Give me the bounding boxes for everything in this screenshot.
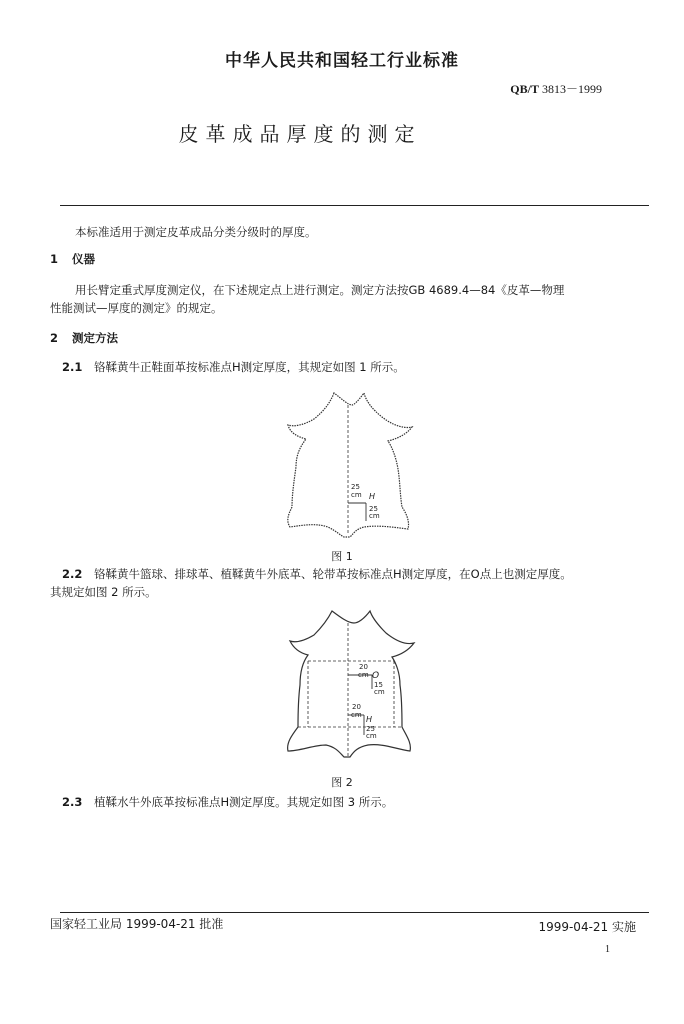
figure-2-label-cm-top: cm bbox=[358, 671, 369, 679]
figure-2-label-20-top: 20 bbox=[359, 663, 368, 671]
item-2-3-number: 2.3 bbox=[62, 795, 83, 809]
figure-2-label-cm-25: cm bbox=[366, 732, 377, 740]
figure-2-label-15: 15 bbox=[374, 681, 383, 689]
standard-number: 3813－1999 bbox=[541, 82, 602, 96]
item-2-1-number: 2.1 bbox=[62, 360, 83, 374]
figure-2-label-h: H bbox=[366, 715, 373, 724]
section-1-heading bbox=[50, 251, 95, 267]
figure-1-label-25-side: 25 bbox=[369, 505, 378, 513]
item-2-2-text: 铬鞣黄牛篮球、排球革、植鞣黄牛外底革、轮带革按标准点H测定厚度，在O点上也测定厚度。 bbox=[94, 567, 572, 581]
issuing-organization: 中华人民共和国轻工行业标准 bbox=[225, 51, 459, 71]
section-1-text-line2: 性能测试—厚度的测定》的规定。 bbox=[50, 301, 223, 315]
item-2-1 bbox=[62, 357, 405, 377]
item-2-2-line1 bbox=[62, 564, 572, 584]
section-1-number: 1 bbox=[50, 252, 59, 266]
implementation-line: 1999-04-21 实施 bbox=[538, 920, 636, 934]
item-2-1-text: 铬鞣黄牛正鞋面革按标准点H测定厚度，其规定如图 1 所示。 bbox=[94, 360, 405, 374]
section-2-title: 测定方法 bbox=[72, 331, 118, 345]
footer-rule bbox=[60, 912, 649, 913]
figure-2-hide-outline bbox=[288, 611, 414, 757]
scope-paragraph: 本标准适用于测定皮革成品分类分级时的厚度。 bbox=[75, 225, 317, 239]
figure-2-label-cm-15: cm bbox=[374, 688, 385, 696]
header-rule bbox=[60, 205, 649, 206]
standard-code bbox=[510, 80, 602, 97]
figure-1-label-h: H bbox=[369, 492, 376, 501]
figure-1-caption: 图 1 bbox=[331, 550, 353, 563]
figure-1-hide-diagram bbox=[270, 385, 430, 545]
standard-prefix: QB/T bbox=[510, 82, 539, 96]
document-title: 皮革成品厚度的测定 bbox=[178, 122, 422, 146]
figure-2-label-20-low: 20 bbox=[352, 703, 361, 711]
section-2-number: 2 bbox=[50, 331, 59, 345]
item-2-2-line2: 其规定如图 2 所示。 bbox=[50, 585, 157, 599]
section-2-heading bbox=[50, 330, 118, 346]
figure-2-caption: 图 2 bbox=[331, 776, 353, 789]
figure-1-label-cm-top: cm bbox=[351, 491, 362, 499]
item-2-3 bbox=[62, 792, 393, 812]
figure-1-hide-outline bbox=[288, 393, 412, 537]
section-1-title: 仪器 bbox=[72, 252, 95, 266]
figure-2-label-o: O bbox=[372, 671, 380, 681]
figure-2-label-25: 25 bbox=[366, 725, 375, 733]
page-number: 1 bbox=[605, 944, 610, 955]
item-2-3-text: 植鞣水牛外底革按标准点H测定厚度。其规定如图 3 所示。 bbox=[94, 795, 394, 809]
figure-1-label-cm-side: cm bbox=[369, 512, 380, 520]
section-1-text-line1: 用长臂定重式厚度测定仪，在下述规定点上进行测定。测定方法按GB 4689.4—84《皮革—物理 bbox=[75, 283, 565, 297]
approval-line: 国家轻工业局 1999-04-21 批准 bbox=[50, 917, 224, 931]
figure-2-label-cm-low: cm bbox=[351, 711, 362, 719]
figure-2-hide-diagram bbox=[278, 605, 423, 765]
item-2-2-number: 2.2 bbox=[62, 567, 83, 581]
figure-1-label-25-top: 25 bbox=[351, 483, 360, 491]
